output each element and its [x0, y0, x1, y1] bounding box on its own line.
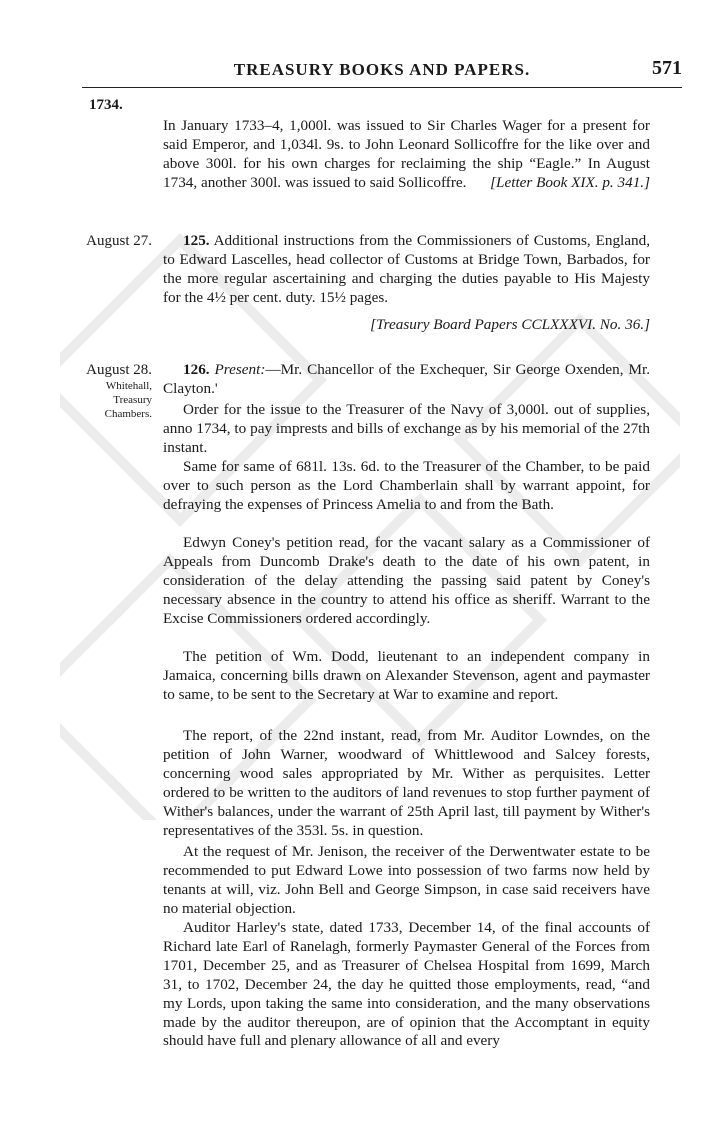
entry-125: [163, 232, 650, 308]
entry-reference: [Treasury Board Papers CCLXXXVI. No. 36.]: [370, 316, 650, 333]
entry-number: 126.: [183, 361, 210, 378]
entry-126-present: [163, 361, 650, 399]
entry-paragraph: Order for the issue to the Treasurer of the Navy of 3,000l. out of supplies, anno 1734, to pay imprests and bills of exchange as by his memorial of the 27th instant.: [163, 401, 650, 456]
entry-paragraph: The petition of Wm. Dodd, lieutenant to an independent company in Jamaica, concerning bills drawn on Alexander Stevenson, agent and paymaster to same, to be sent to the Secretary at War to examine and report.: [163, 648, 650, 703]
entry-text: In January 1733–4, 1,000l. was issued to Sir Charles Wager for a present for said Emperor, and 1,034l. 9s. to John Leonard Sollicoffre for the like over and above 300l. for his own charges for reclaiming the ship “Eagle.” In August 1734, another 300l. was issued to said Sollicoffre.: [163, 117, 650, 191]
entry-margin-126: [40, 361, 152, 421]
entry-paragraph: At the request of Mr. Jenison, the receiver of the Derwentwater estate to be recommended to put Edward Lowe into possession of two farms now held by tenants at will, viz. John Bell and George Simpson, in case said receivers have no material objection.: [163, 843, 650, 917]
entry-date: August 28.: [86, 362, 152, 378]
entry-continuation: [163, 117, 650, 193]
present-label: Present:: [214, 361, 266, 378]
entry-place-line: Whitehall,: [105, 380, 152, 392]
entry-date: August 27.: [86, 233, 152, 249]
page-header: [82, 57, 682, 88]
entry-reference: [Letter Book XIX. p. 341.]: [490, 173, 650, 191]
present-text: —Mr. Chancellor of the Exchequer, Sir George Oxenden, Mr. Clayton.': [163, 361, 650, 397]
entry-place-line: Chambers.: [104, 408, 152, 420]
entry-place-line: Treasury: [113, 394, 152, 406]
entry-number: 125.: [183, 232, 210, 249]
year-label: 1734.: [89, 97, 123, 113]
entry-paragraph: Auditor Harley's state, dated 1733, December 14, of the final accounts of Richard late Earl of Ranelagh, formerly Paymaster General of the Forces from 1701, December 25, and as Treasurer of Chelsea Hospital from 1699, March 31, to 1702, December 24, the day he quitted those employments, read, “and my Lords, upon taking the same into consideration, and the many observations made by the auditor thereupon, are of opinion that the Accomptant in equity should have full and plenary allowance of all and every: [163, 919, 650, 1050]
entry-text: Additional instructions from the Commissioners of Customs, England, to Edward Lascelles, head collector of Customs at Bridge Town, Barbados, for the more regular ascertaining and charging the duties payable to His Majesty for the 4½ per cent. duty. 15½ pages.: [163, 232, 650, 306]
entry-paragraph: Same for same of 681l. 13s. 6d. to the Treasurer of the Chamber, to be paid over to such person as the Lord Chamberlain shall by warrant appoint, for defraying the expenses of Princess Amelia to and from the Bath.: [163, 458, 650, 513]
entry-paragraph: The report, of the 22nd instant, read, from Mr. Auditor Lowndes, on the petition of John Warner, woodward of Whittlewood and Salcey forests, concerning wood sales appropriated by Mr. Wither as perquisites. Letter ordered to be written to the auditors of land revenues to stop further payment of Wither's balances, under the warrant of 25th April last, till payment by Wither's representatives of the 353l. 5s. in question.: [163, 727, 650, 839]
running-head: TREASURY BOOKS AND PAPERS.: [233, 60, 531, 79]
page-number: 571: [652, 57, 682, 79]
entry-paragraph: Edwyn Coney's petition read, for the vacant salary as a Commissioner of Appeals from Duncomb Drake's death to the date of his own patent, in consideration of the delay attending the passing said patent by Coney's necessary absence in the country to attend his office as sheriff. Warrant to the Excise Commissioners ordered accordingly.: [163, 534, 650, 627]
entry-margin-125: [40, 232, 152, 250]
